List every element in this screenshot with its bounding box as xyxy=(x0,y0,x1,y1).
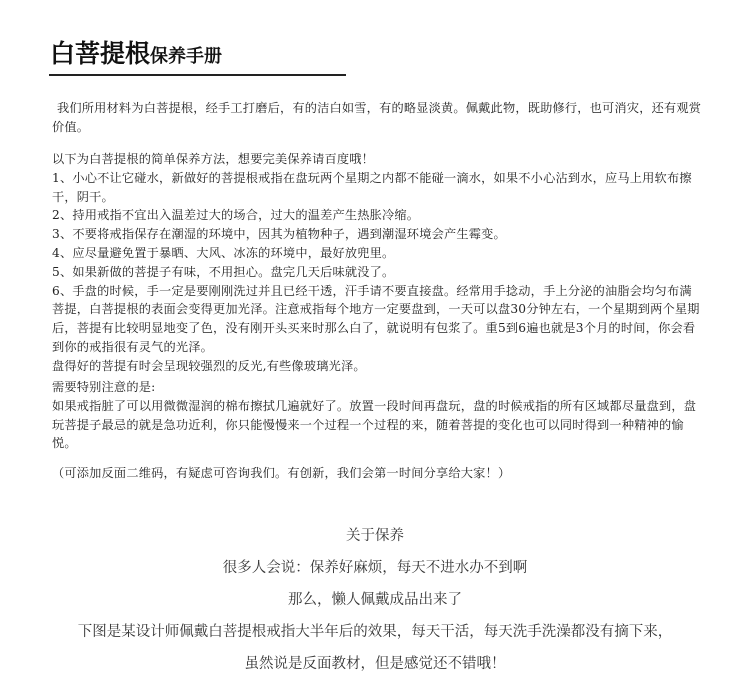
title-underline xyxy=(49,74,346,76)
page-title-main: 白菩提根 xyxy=(50,39,151,68)
care-instructions xyxy=(52,150,702,376)
care-item: 2、持用戒指不宜出入温差过大的场合，过大的温差产生热胀冷缩。 xyxy=(52,208,420,223)
care-heading: 以下为白菩提根的简单保养方法，想要完美保养请百度哦！ xyxy=(52,152,375,166)
footer-line: 很多人会说：保养好麻烦，每天不进水办不到啊 xyxy=(222,560,528,576)
intro-paragraph: 我们所用材料为白菩提根，经手工打磨后，有的洁白如雪，有的略显淡黄。佩戴此物，既助修行，也可消灾，还有观赏价值。 xyxy=(52,101,702,134)
care-item: 1、小心不让它碰水，新做好的菩提根戒指在盘玩两个星期之内都不能碰一滴水，如果不小心沾到水，应马上用软布擦干，阴干。 xyxy=(52,170,692,204)
care-item: 6、手盘的时候，手一定是要刚刚洗过并且已经干透，汗手请不要直接盘。经常用手捻动，手上分泌的油脂会均匀布满菩提，白菩提根的表面会变得更加光泽。注意戒指每个地方一定要盘到，一天可以盘30分钟左右，一个星期到两个星期后，菩提有比较明显地变了色，没有刚开头买来时那么白了，就说明有包浆了。重5到6遍也就是3个月的时间，你会看到你的戒指很有灵气的光泽。 xyxy=(52,283,700,354)
page-title-sub: 保养手册 xyxy=(150,46,223,67)
footer-line: 虽然说是反面教材，但是感觉还不错哦！ xyxy=(244,656,506,672)
care-item: 4、应尽量避免置于暴晒、大风、冰冻的环境中，最好放兜里。 xyxy=(52,245,395,260)
care-closing: 盘得好的菩提有时会呈现较强烈的反光,有些像玻璃光泽。 xyxy=(52,358,366,373)
footer-heading: 关于保养 xyxy=(346,528,404,544)
footer-line: 那么，懒人佩戴成品出来了 xyxy=(288,592,462,608)
intro-block xyxy=(52,99,702,137)
notice-block xyxy=(52,378,702,453)
page-title xyxy=(50,38,222,70)
contact-note: （可添加反面二维码，有疑虑可咨询我们。有创新，我们会第一时间分享给大家！） xyxy=(52,466,511,480)
notice-text: 如果戒指脏了可以用微微湿润的棉布擦拭几遍就好了。放置一段时间再盘玩，盘的时候戒指的所有区域都尽量盘到，盘玩菩提子最忌的就是急功近利，你只能慢慢来一个过程一个过程的来，随着菩提的变化也可以同时得到一种精神的愉悦。 xyxy=(52,398,697,451)
care-item: 5、如果新做的菩提子有味，不用担心。盘完几天后味就没了。 xyxy=(52,264,395,279)
care-item: 3、不要将戒指保存在潮湿的环境中，因其为植物种子，遇到潮湿环境会产生霉变。 xyxy=(52,227,506,242)
notice-heading: 需要特别注意的是: xyxy=(52,380,156,394)
footer-line: 下图是某设计师佩戴白菩提根戒指大半年后的效果，每天干活，每天洗手洗澡都没有摘下来， xyxy=(77,624,673,640)
